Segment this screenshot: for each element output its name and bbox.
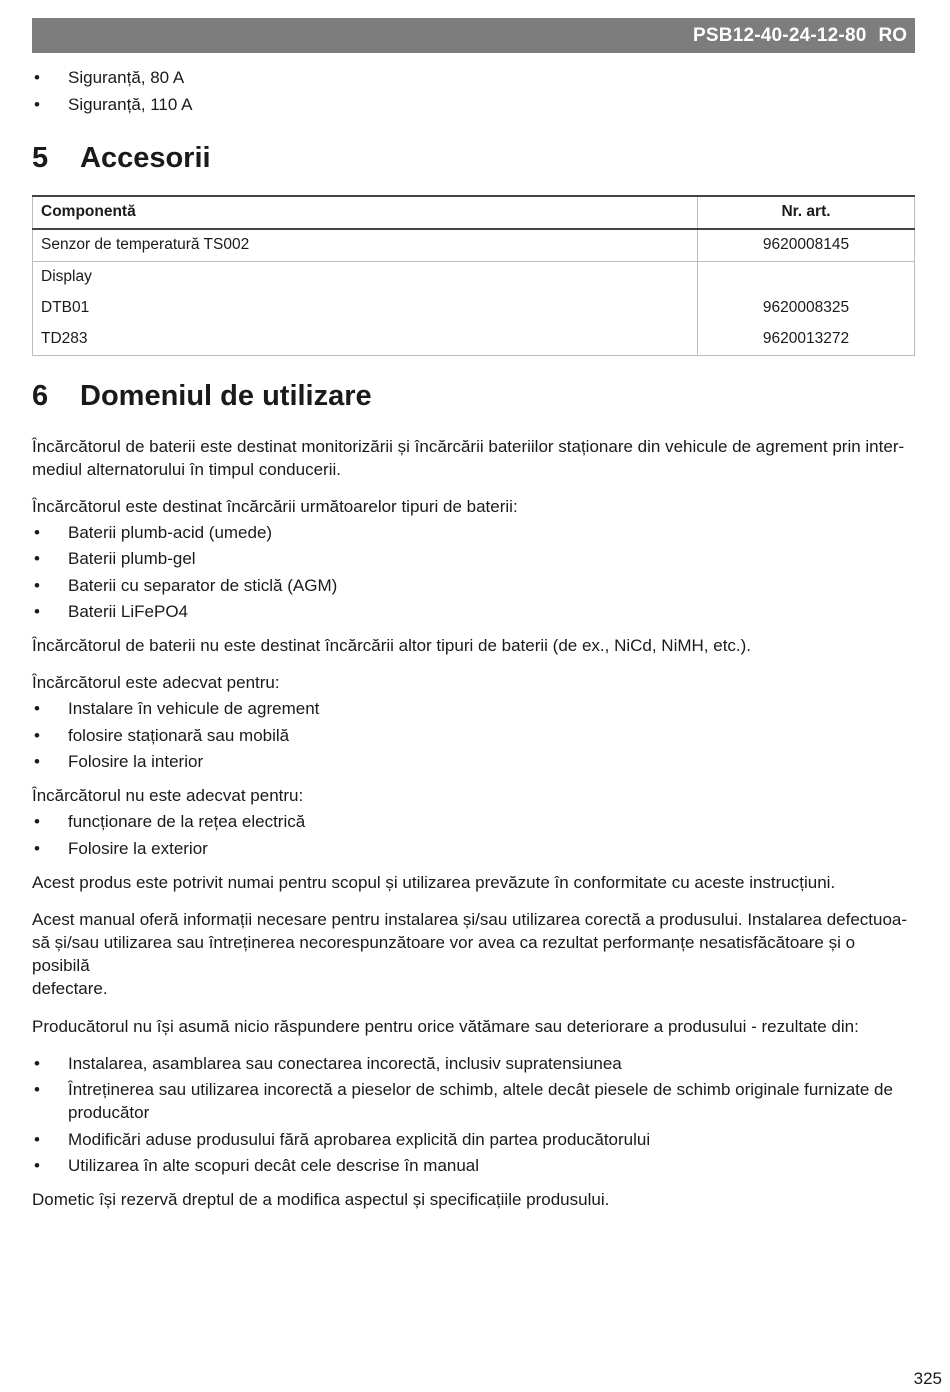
paragraph: Acest produs este potrivit numai pentru scopul și utilizarea prevăzute în conformitate cu aceste instrucțiuni. — [32, 872, 836, 892]
table-cell: Senzor de temperatură TS002 — [33, 229, 698, 262]
table-header-row — [33, 196, 915, 229]
list-item: • Baterii plumb-gel — [32, 547, 915, 570]
section-5-heading — [32, 142, 915, 175]
list-item: • folosire staționară sau mobilă — [32, 724, 915, 747]
list-item: • Siguranță, 110 A — [32, 93, 915, 116]
section-6-heading — [32, 380, 915, 413]
table-cell: 9620008325 — [698, 293, 915, 324]
column-header-art-no: Nr. art. — [698, 196, 915, 229]
section-number: 5 — [32, 141, 49, 174]
table-row — [33, 293, 915, 324]
page-content — [32, 66, 915, 1211]
paragraph — [32, 908, 915, 1000]
paragraph: Încărcătorul nu este adecvat pentru: — [32, 786, 304, 805]
paragraph: Încărcătorul este adecvat pentru: — [32, 673, 280, 692]
table-cell: 9620013272 — [698, 324, 915, 356]
language-code: RO — [878, 24, 907, 46]
list-item: • Siguranță, 80 A — [32, 66, 915, 89]
section-number: 6 — [32, 379, 49, 412]
list-item: • Folosire la interior — [32, 750, 915, 773]
list-item: • Utilizarea în alte scopuri decât cele descrise în manual — [32, 1154, 915, 1177]
list-item: • Întreținerea sau utilizarea incorectă a pieselor de schimb, altele decât piesele de schimb originale furnizate de producător — [32, 1078, 915, 1124]
list-item: • Instalarea, asamblarea sau conectarea incorectă, inclusiv supratensiunea — [32, 1052, 915, 1075]
list-item: • Folosire la exterior — [32, 837, 915, 860]
list-item: • funcționare de la rețea electrică — [32, 810, 915, 833]
list-item: • Baterii LiFePO4 — [32, 600, 915, 623]
suitable-list — [32, 697, 915, 773]
paragraph: Încărcătorul este destinat încărcării următoarelor tipuri de baterii: — [32, 496, 518, 516]
table-cell — [698, 261, 915, 293]
liability-list — [32, 1052, 915, 1178]
text-line: defectare. — [32, 978, 108, 998]
section-title: Domeniul de utilizare — [80, 379, 372, 412]
table-row — [33, 229, 915, 262]
text-line: să și/sau utilizarea sau întreținerea necorespunzătoare vor avea ca rezultat performanțe nesatisfăcătoare și o posibilă — [32, 932, 856, 975]
battery-types-list — [32, 521, 915, 624]
text-line: Acest manual oferă informații necesare pentru instalarea și/sau utilizarea corectă a produsului. Instalarea defectuoa- — [32, 909, 908, 929]
header-bar — [32, 18, 915, 53]
table-cell: 9620008145 — [698, 229, 915, 262]
paragraph: Încărcătorul de baterii nu este destinat încărcării altor tipuri de baterii (de ex., NiCd, NiMH, etc.). — [32, 636, 752, 655]
fuse-list — [32, 66, 915, 116]
paragraph — [32, 435, 915, 481]
table-row — [33, 324, 915, 356]
list-item: • Baterii cu separator de sticlă (AGM) — [32, 574, 915, 597]
text-line: Încărcătorul de baterii este destinat monitorizării și încărcării bateriilor staționare din vehicule de agrement prin inter- — [32, 436, 905, 456]
table-cell: DTB01 — [33, 293, 698, 324]
accessories-table — [32, 195, 915, 356]
model-name: PSB12-40-24-12-80 — [693, 24, 867, 46]
not-suitable-list — [32, 810, 915, 860]
list-item: • Modificări aduse produsului fără aprobarea explicită din partea producătorului — [32, 1128, 915, 1151]
section-title: Accesorii — [80, 141, 211, 174]
paragraph: Dometic își rezervă dreptul de a modifica aspectul și specificațiile produsului. — [32, 1190, 610, 1209]
paragraph: Producătorul nu își asumă nicio răspundere pentru orice vătămare sau deteriorare a produsului ‑ rezultate din: — [32, 1016, 859, 1036]
table-cell: Display — [33, 261, 698, 293]
table-row — [33, 261, 915, 293]
text-line: mediul alternatorului în timpul conducerii. — [32, 459, 341, 479]
table-cell: TD283 — [33, 324, 698, 356]
list-item: • Instalare în vehicule de agrement — [32, 697, 915, 720]
column-header-component: Componentă — [33, 196, 698, 229]
list-item: • Baterii plumb-acid (umede) — [32, 521, 915, 544]
page-number: 325 — [913, 1369, 942, 1388]
